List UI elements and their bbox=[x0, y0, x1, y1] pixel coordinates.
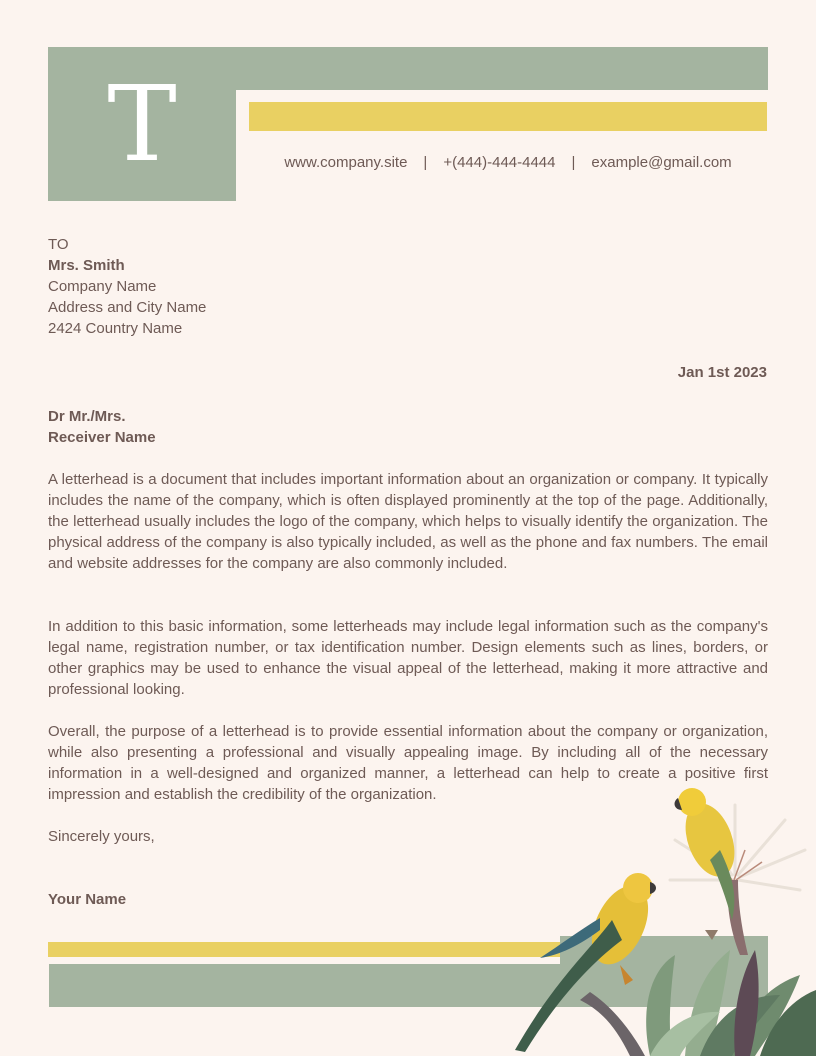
website-link[interactable]: www.company.site bbox=[284, 153, 408, 171]
recipient-name: Mrs. Smith bbox=[48, 257, 125, 274]
footer-yellow-bar bbox=[48, 942, 568, 957]
to-label: TO bbox=[48, 236, 69, 253]
header-yellow-bar bbox=[249, 102, 767, 131]
salutation bbox=[48, 406, 448, 448]
salutation-line-2: Receiver Name bbox=[48, 429, 156, 446]
closing: Sincerely yours, bbox=[48, 828, 155, 845]
recipient-country: 2424 Country Name bbox=[48, 320, 183, 337]
recipient-address: Address and City Name bbox=[48, 299, 207, 316]
recipient-block bbox=[48, 234, 448, 339]
salutation-line-1: Dr Mr./Mrs. bbox=[48, 408, 126, 425]
parrot-illustration bbox=[500, 780, 816, 1056]
body-paragraph: In addition to this basic information, some letterheads may include legal information such as the company's legal name, registration number, or tax identification number. Design elements such as lines, borders, or other graphics may be used to enhance the visual appeal of the letterhead, making it more attractive and professional looking. bbox=[48, 618, 768, 698]
logo-letter: T bbox=[107, 63, 177, 185]
body-paragraph: Overall, the purpose of a letterhead is to provide essential information about the company or organization, while also presenting a professional and visually appealing image. By including all of the necessary information in a well-designed and organized manner, a letterhead can help to create a positive first impression and establish the credibility of the organization. bbox=[48, 723, 768, 803]
letter-date: Jan 1st 2023 bbox=[677, 364, 767, 381]
phone-number[interactable]: +(444)-444-4444 bbox=[443, 153, 556, 171]
contact-row bbox=[249, 151, 767, 173]
branch-icon bbox=[580, 992, 645, 1056]
contact-separator: | bbox=[571, 153, 576, 171]
recipient-company: Company Name bbox=[48, 278, 157, 295]
contact-separator: | bbox=[423, 153, 428, 171]
signature-name: Your Name bbox=[48, 891, 127, 908]
footer-green-bar bbox=[49, 964, 569, 1007]
leaf-icon bbox=[646, 950, 816, 1056]
email-link[interactable]: example@gmail.com bbox=[591, 153, 732, 171]
parrot-icon bbox=[515, 873, 660, 1052]
body-paragraph: A letterhead is a document that includes important information about an organization or company. It typically includes the name of the company, which is often displayed prominently at the top of the page. Additionally, the letterhead usually includes the logo of the company, which helps to visually identify the organization. The physical address of the company is also typically included, as well as the phone and fax numbers. The email and website addresses for the company are also commonly included. bbox=[48, 471, 768, 572]
header-green-bar bbox=[236, 47, 768, 90]
